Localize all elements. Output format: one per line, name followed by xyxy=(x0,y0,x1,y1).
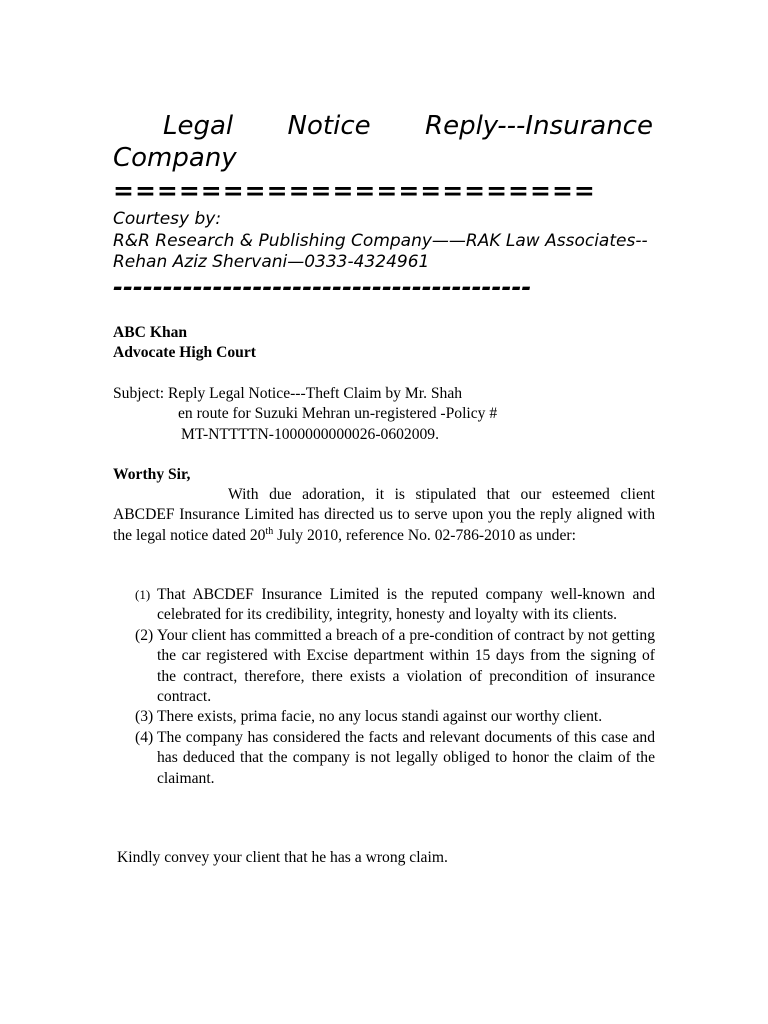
list-item-number: (1) xyxy=(135,587,151,602)
list-item xyxy=(113,728,655,789)
courtesy-line-1: R&R Research & Publishing Company——RAK Law Associates-- xyxy=(113,231,648,251)
intro-text-part2: July 2010, reference No. 02-786-2010 as under: xyxy=(273,526,576,544)
courtesy-label: Courtesy by: xyxy=(113,209,222,229)
list-item-text: Your client has committed a breach of a pre-condition of contract by not getting the car registered with Excise department within 15 days from the signing of the contract, therefore, there exists a violation of precondition of insurance contract. xyxy=(157,626,655,706)
list-item xyxy=(113,626,655,708)
courtesy-line-2: Rehan Aziz Shervani—0333-4324961 xyxy=(113,252,430,272)
intro-paragraph xyxy=(113,485,655,546)
equals-rule: ====================== xyxy=(113,176,596,205)
closing-line: Kindly convey your client that he has a wrong claim. xyxy=(117,849,448,866)
list-item-text: That ABCDEF Insurance Limited is the reputed company well-known and celebrated for its credibility, integrity, honesty and loyalty with its clients. xyxy=(157,586,655,624)
list-item-text: The company has considered the facts and relevant documents of this case and has deduced that the company is not legally obliged to honor the claim of the claimant. xyxy=(157,728,655,787)
list-item-number: (2) xyxy=(135,626,154,644)
document-title-line2: Company xyxy=(113,143,237,173)
subject-line-2: en route for Suzuki Mehran un-registered -Policy # xyxy=(178,405,498,422)
sender-designation: Advocate High Court xyxy=(113,344,256,361)
list-item-text: There exists, prima facie, no any locus standi against our worthy client. xyxy=(157,708,603,726)
subject-line-1: Subject: Reply Legal Notice---Theft Claim by Mr. Shah xyxy=(113,385,463,402)
subject-line-3: MT-NTTTTN-1000000000026-0602009. xyxy=(181,426,439,443)
intro-text-part1: With due adoration, it is stipulated that our esteemed client ABCDEF Insurance Limited has directed us to serve upon you the reply aligned with the legal notice dated 20 xyxy=(113,486,655,544)
dash-rule: ------------------------------------------ xyxy=(113,273,532,301)
title-word: Legal xyxy=(163,111,234,141)
title-word: Notice xyxy=(287,111,371,141)
list-item xyxy=(113,585,655,626)
salutation: Worthy Sir, xyxy=(113,466,191,483)
list-item-number: (4) xyxy=(135,728,154,746)
intro-superscript: th xyxy=(265,525,274,537)
sender-name: ABC Khan xyxy=(113,324,188,341)
list-item xyxy=(113,707,655,727)
list-item-number: (3) xyxy=(135,708,154,726)
points-list xyxy=(113,585,655,789)
document-title-line1 xyxy=(113,110,653,142)
title-word: Reply---Insurance xyxy=(425,111,653,141)
